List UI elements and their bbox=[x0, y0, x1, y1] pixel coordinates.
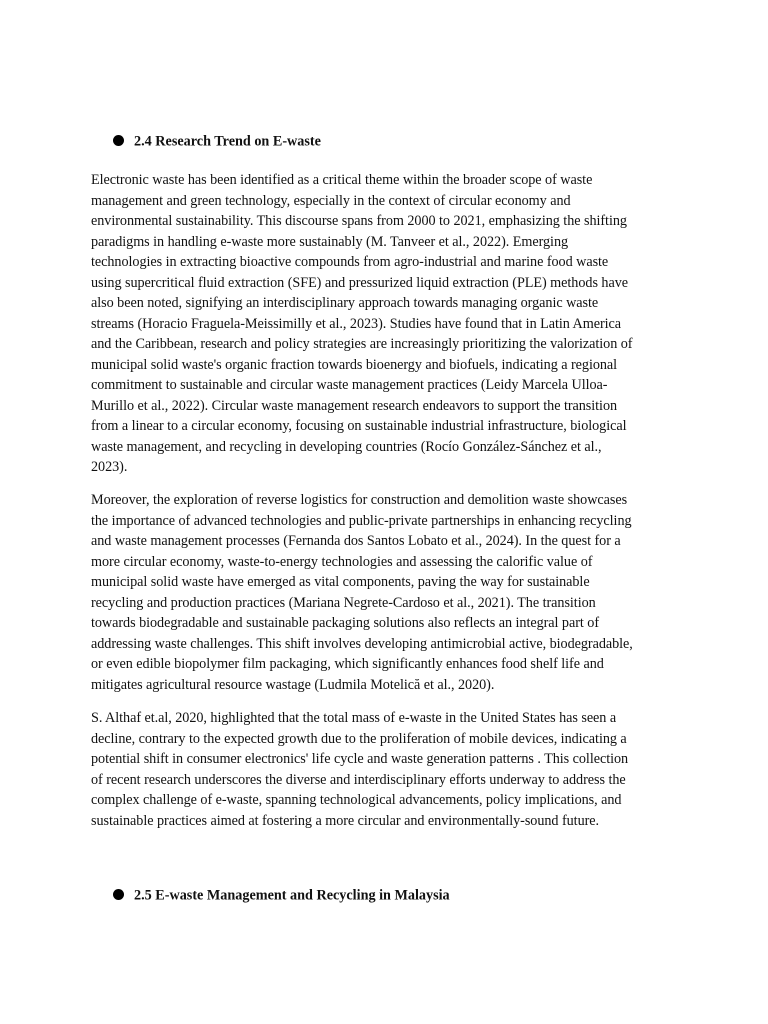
paragraph-line: from a linear to a circular economy, focusing on sustainable industrial infrastructure, biological bbox=[91, 418, 627, 434]
paragraph-line: waste management, and recycling in developing countries (Rocío González-Sánchez et al., bbox=[91, 438, 602, 455]
section-heading-2-4-text: 2.4 Research Trend on E-waste bbox=[134, 133, 321, 150]
paragraph-line: addressing waste challenges. This shift involves developing antimicrobial active, biodegradable, bbox=[91, 635, 633, 652]
section-heading-2-4 bbox=[113, 131, 321, 152]
paragraph-line: municipal solid waste's organic fraction towards bioenergy and biofuels, indicating a regional bbox=[91, 356, 618, 373]
paragraph-line: and the Caribbean, research and policy strategies are increasingly prioritizing the valorization of bbox=[91, 336, 633, 352]
paragraph-line: or even edible biopolymer film packaging, which significantly enhances food shelf life and bbox=[91, 656, 604, 672]
paragraph-line: decline, contrary to the expected growth due to the proliferation of mobile devices, indicating a bbox=[91, 730, 627, 747]
paragraph-line: S. Althaf et.al, 2020, highlighted that the total mass of e-waste in the United States has seen a bbox=[91, 710, 617, 726]
paragraph-line: complex challenge of e-waste, spanning technological advancements, policy implications, and bbox=[91, 792, 622, 808]
paragraph-3 bbox=[91, 708, 673, 831]
paragraph-line: towards biodegradable and sustainable packaging solutions also reflects an integral part of bbox=[91, 615, 600, 631]
paragraph-line: recycling and production practices (Mariana Negrete-Cardoso et al., 2021). The transition bbox=[91, 594, 596, 611]
paragraph-2 bbox=[91, 490, 673, 695]
paragraph-line: also been noted, signifying an interdisciplinary approach towards managing organic waste bbox=[91, 295, 599, 311]
paragraph-line: Electronic waste has been identified as a critical theme within the broader scope of waste bbox=[91, 172, 593, 188]
paragraph-line: streams (Horacio Fraguela-Meissimilly et al., 2023). Studies have found that in Latin America bbox=[91, 315, 622, 332]
paragraph-line: paradigms in handling e-waste more sustainably (M. Tanveer et al., 2022). Emerging bbox=[91, 233, 569, 250]
paragraph-line: of recent research underscores the diverse and interdisciplinary efforts underway to address the bbox=[91, 771, 626, 788]
paragraph-line: municipal solid waste have emerged as vital components, paving the way for sustainable bbox=[91, 574, 590, 590]
section-heading-2-5 bbox=[113, 885, 450, 906]
bullet-icon bbox=[113, 889, 124, 900]
section-heading-2-5-text: 2.5 E-waste Management and Recycling in Malaysia bbox=[134, 887, 450, 904]
paragraph-line: Murillo et al., 2022). Circular waste management research endeavors to support the transition bbox=[91, 397, 618, 414]
paragraph-line: environmental sustainability. This discourse spans from 2000 to 2021, emphasizing the shifting bbox=[91, 213, 627, 229]
paragraph-line: the importance of advanced technologies and public-private partnerships in enhancing recycling bbox=[91, 512, 632, 529]
paragraph-line: Moreover, the exploration of reverse logistics for construction and demolition waste showcases bbox=[91, 492, 628, 508]
paragraph-line: 2023). bbox=[91, 459, 128, 475]
paragraph-line: potential shift in consumer electronics' life cycle and waste generation patterns . This collection bbox=[91, 751, 629, 767]
paragraph-line: more circular economy, waste-to-energy technologies and assessing the calorific value of bbox=[91, 553, 593, 570]
bullet-icon bbox=[113, 135, 124, 146]
paragraph-line: commitment to sustainable and circular waste management practices (Leidy Marcela Ulloa- bbox=[91, 377, 608, 393]
paragraph-line: using supercritical fluid extraction (SFE) and pressurized liquid extraction (PLE) methods have bbox=[91, 274, 628, 291]
paragraph-line: mitigates agricultural resource wastage (Ludmila Motelică et al., 2020). bbox=[91, 676, 495, 693]
paragraph-line: sustainable practices aimed at fostering a more circular and environmentally-sound future. bbox=[91, 812, 600, 829]
paragraph-line: management and green technology, especially in the context of circular economy and bbox=[91, 192, 571, 209]
paragraph-1 bbox=[91, 170, 673, 478]
paragraph-line: and waste management processes (Fernanda dos Santos Lobato et al., 2024). In the quest for a bbox=[91, 533, 621, 549]
paragraph-line: technologies in extracting bioactive compounds from agro-industrial and marine food waste bbox=[91, 254, 609, 270]
